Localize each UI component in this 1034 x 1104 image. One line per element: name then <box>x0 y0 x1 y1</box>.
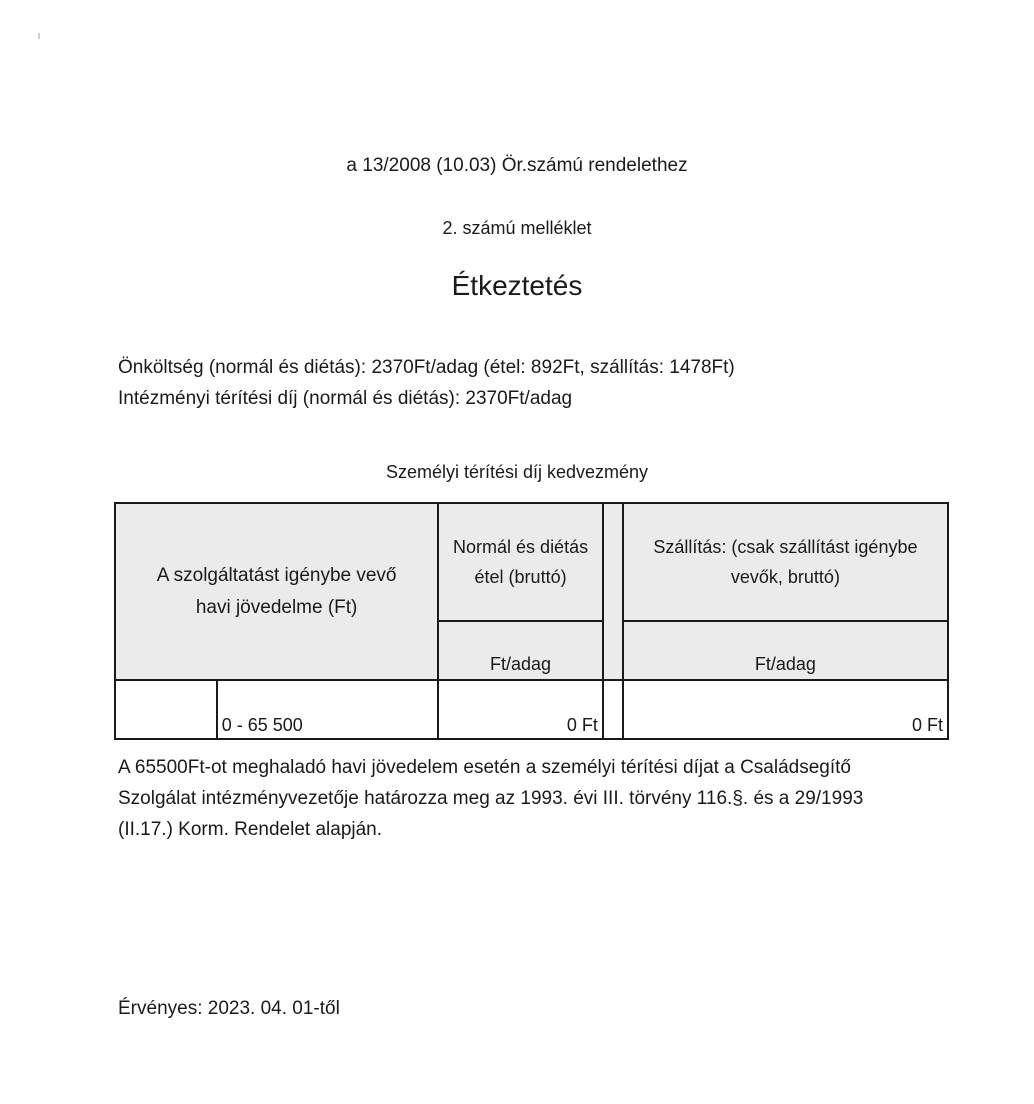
income-header-line: A szolgáltatást igénybe vevő <box>156 564 397 586</box>
regulation-reference: a 13/2008 (10.03) Ör.számú rendelethez <box>346 155 688 176</box>
page-title: Étkeztetés <box>451 270 583 301</box>
transport-fee-cell: 0 Ft <box>623 680 948 739</box>
note-line: (II.17.) Korm. Rendelet alapján. <box>118 819 383 840</box>
cost-block <box>118 352 735 414</box>
meal-header-cell <box>438 503 603 621</box>
fee-discount-table <box>114 502 949 740</box>
table-row <box>115 680 948 739</box>
income-note <box>118 752 948 845</box>
transport-unit-cell: Ft/adag <box>623 621 948 680</box>
note-line: Szolgálat intézményvezetője határozza meg az 1993. évi III. törvény 116.§. és a 29/1993 <box>118 788 864 809</box>
row-spacer-cell <box>603 680 623 739</box>
transport-header-line: Szállítás: (csak szállítást igénybe <box>653 537 918 557</box>
income-range-cell: 0 - 65 500 <box>217 680 439 739</box>
income-header-cell <box>115 503 438 680</box>
transport-header-cell <box>623 503 948 621</box>
income-header-line: havi jövedelme (Ft) <box>195 596 358 618</box>
blank-cell <box>115 680 217 739</box>
meal-unit-cell: Ft/adag <box>438 621 603 680</box>
annex-label: 2. számú melléklet <box>442 218 592 238</box>
self-cost-line: Önköltség (normál és diétás): 2370Ft/adag (étel: 892Ft, szállítás: 1478Ft) <box>118 357 735 378</box>
transport-header-line: vevők, bruttó) <box>730 567 840 587</box>
table-caption: Személyi térítési díj kedvezmény <box>385 462 649 482</box>
note-line: A 65500Ft-ot meghaladó havi jövedelem esetén a személyi térítési díjat a Családsegítő <box>118 757 851 778</box>
meal-fee-cell: 0 Ft <box>438 680 603 739</box>
meal-header-line: étel (bruttó) <box>474 567 567 587</box>
header-spacer-cell <box>603 503 623 680</box>
meal-header-line: Normál és diétás <box>453 537 589 557</box>
validity-date: Érvényes: 2023. 04. 01-től <box>118 998 340 1019</box>
institutional-fee-line: Intézményi térítési díj (normál és diétás): 2370Ft/adag <box>118 388 573 409</box>
scan-artifact <box>38 33 40 39</box>
